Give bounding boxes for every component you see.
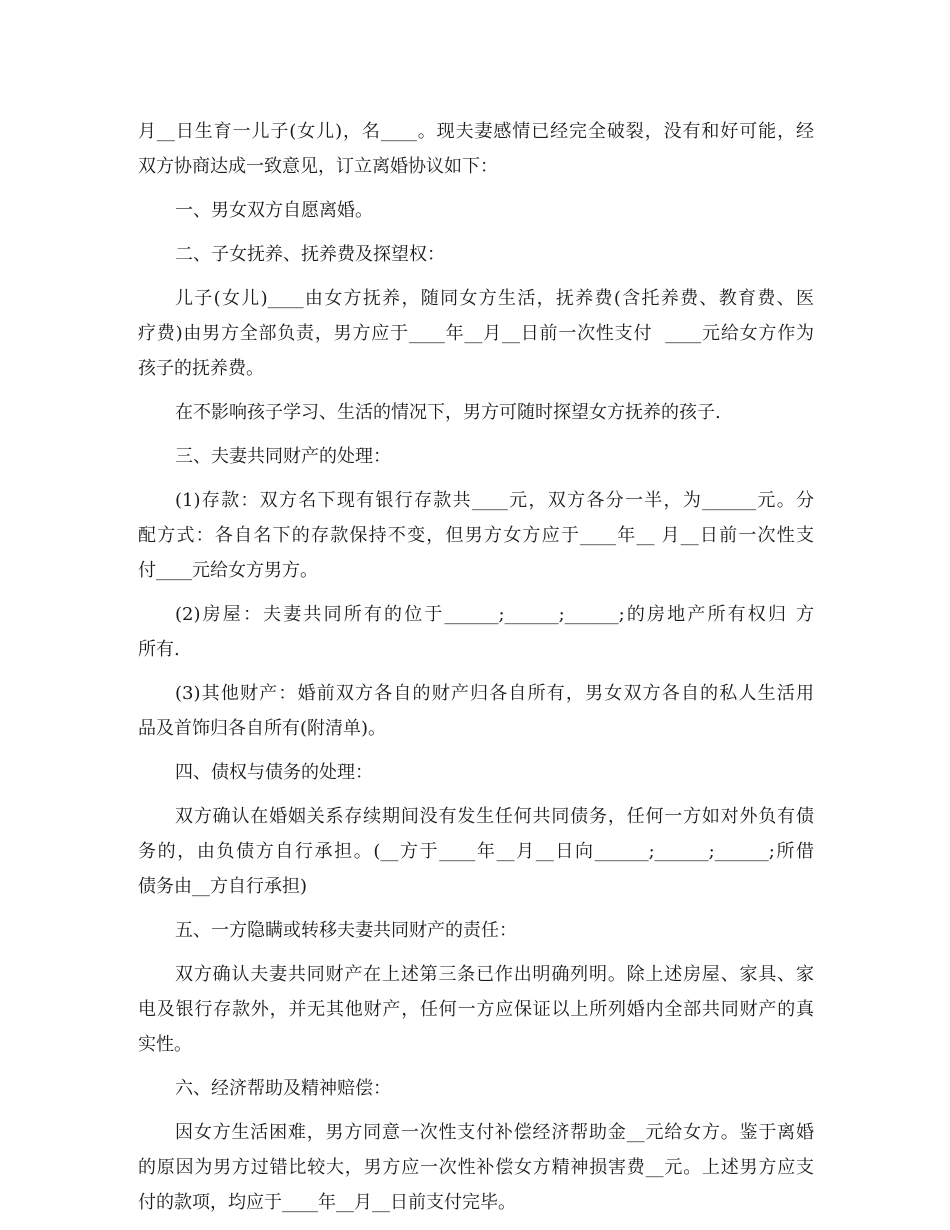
text-line: 孩子的抚养费。 <box>138 358 264 379</box>
text-line: 的原因为男方过错比较大，男方应一次性补偿女方精神损害费__元。上述男方应支 <box>138 1157 814 1178</box>
text-line: 付____元给女方男方。 <box>138 560 318 581</box>
paragraph-debts <box>138 799 814 904</box>
paragraph-visitation <box>138 395 814 430</box>
text-line: 务的，由负债方自行承担。(__方于____年__月__日向______;______;______;所借 <box>138 841 814 862</box>
clause-2-heading <box>138 237 814 272</box>
text-line: 所有. <box>138 639 180 660</box>
clause-1-heading <box>138 193 814 228</box>
paragraph-housing <box>138 597 814 667</box>
text-line: (3)其他财产：婚前双方各自的财产归各自所有，男女双方各自的私人生活用 <box>175 683 814 704</box>
paragraph-custody <box>138 281 814 386</box>
document-body <box>138 114 814 1220</box>
text-line: 配方式：各自名下的存款保持不变，但男方女方应于____年__ 月__日前一次性支 <box>138 525 814 546</box>
text-line: 疗费)由男方全部负责，男方应于____年__月__日前一次性支付 ____元给女方作为 <box>138 323 814 344</box>
paragraph-deposits <box>138 483 814 588</box>
text-line: 一、男女双方自愿离婚。 <box>175 200 373 221</box>
text-line: 四、债权与债务的处理： <box>175 762 373 783</box>
clause-5-heading <box>138 913 814 948</box>
text-line: 五、一方隐瞒或转移夫妻共同财产的责任： <box>175 920 517 941</box>
clause-4-heading <box>138 755 814 790</box>
text-line: 二、子女抚养、抚养费及探望权： <box>175 244 445 265</box>
paragraph-other-property <box>138 676 814 746</box>
paragraph-concealment <box>138 957 814 1062</box>
text-line: 儿子(女儿)____由女方抚养，随同女方生活，抚养费(含托养费、教育费、医 <box>175 288 814 309</box>
paragraph-compensation <box>138 1115 814 1220</box>
clause-3-heading <box>138 439 814 474</box>
text-line: 双方协商达成一致意见，订立离婚协议如下： <box>138 156 498 177</box>
text-line: 债务由__方自行承担) <box>138 876 308 897</box>
text-line: (2)房屋：夫妻共同所有的位于______;______;______;的房地产所有权归 方 <box>175 604 814 625</box>
text-line: 因女方生活困难，男方同意一次性支付补偿经济帮助金__元给女方。鉴于离婚 <box>175 1122 814 1143</box>
text-line: 月__日生育一儿子(女儿)，名____。现夫妻感情已经完全破裂，没有和好可能，经 <box>138 121 814 142</box>
text-line: 双方确认夫妻共同财产在上述第三条已作出明确列明。除上述房屋、家具、家 <box>175 964 814 985</box>
text-line: 实性。 <box>138 1034 192 1055</box>
paragraph-intro <box>138 114 814 184</box>
text-line: 六、经济帮助及精神赔偿： <box>175 1078 391 1099</box>
text-line: (1)存款：双方名下现有银行存款共____元，双方各分一半，为______元。分 <box>175 490 814 511</box>
clause-6-heading <box>138 1071 814 1106</box>
text-line: 双方确认在婚姻关系存续期间没有发生任何共同债务，任何一方如对外负有债 <box>175 806 814 827</box>
text-line: 三、夫妻共同财产的处理： <box>175 446 391 467</box>
text-line: 品及首饰归各自所有(附清单)。 <box>138 718 387 739</box>
text-line: 在不影响孩子学习、生活的情况下，男方可随时探望女方抚养的孩子. <box>175 402 721 423</box>
text-line: 电及银行存款外，并无其他财产，任何一方应保证以上所列婚内全部共同财产的真 <box>138 999 814 1020</box>
text-line: 付的款项，均应于____年__月__日前支付完毕。 <box>138 1192 516 1213</box>
